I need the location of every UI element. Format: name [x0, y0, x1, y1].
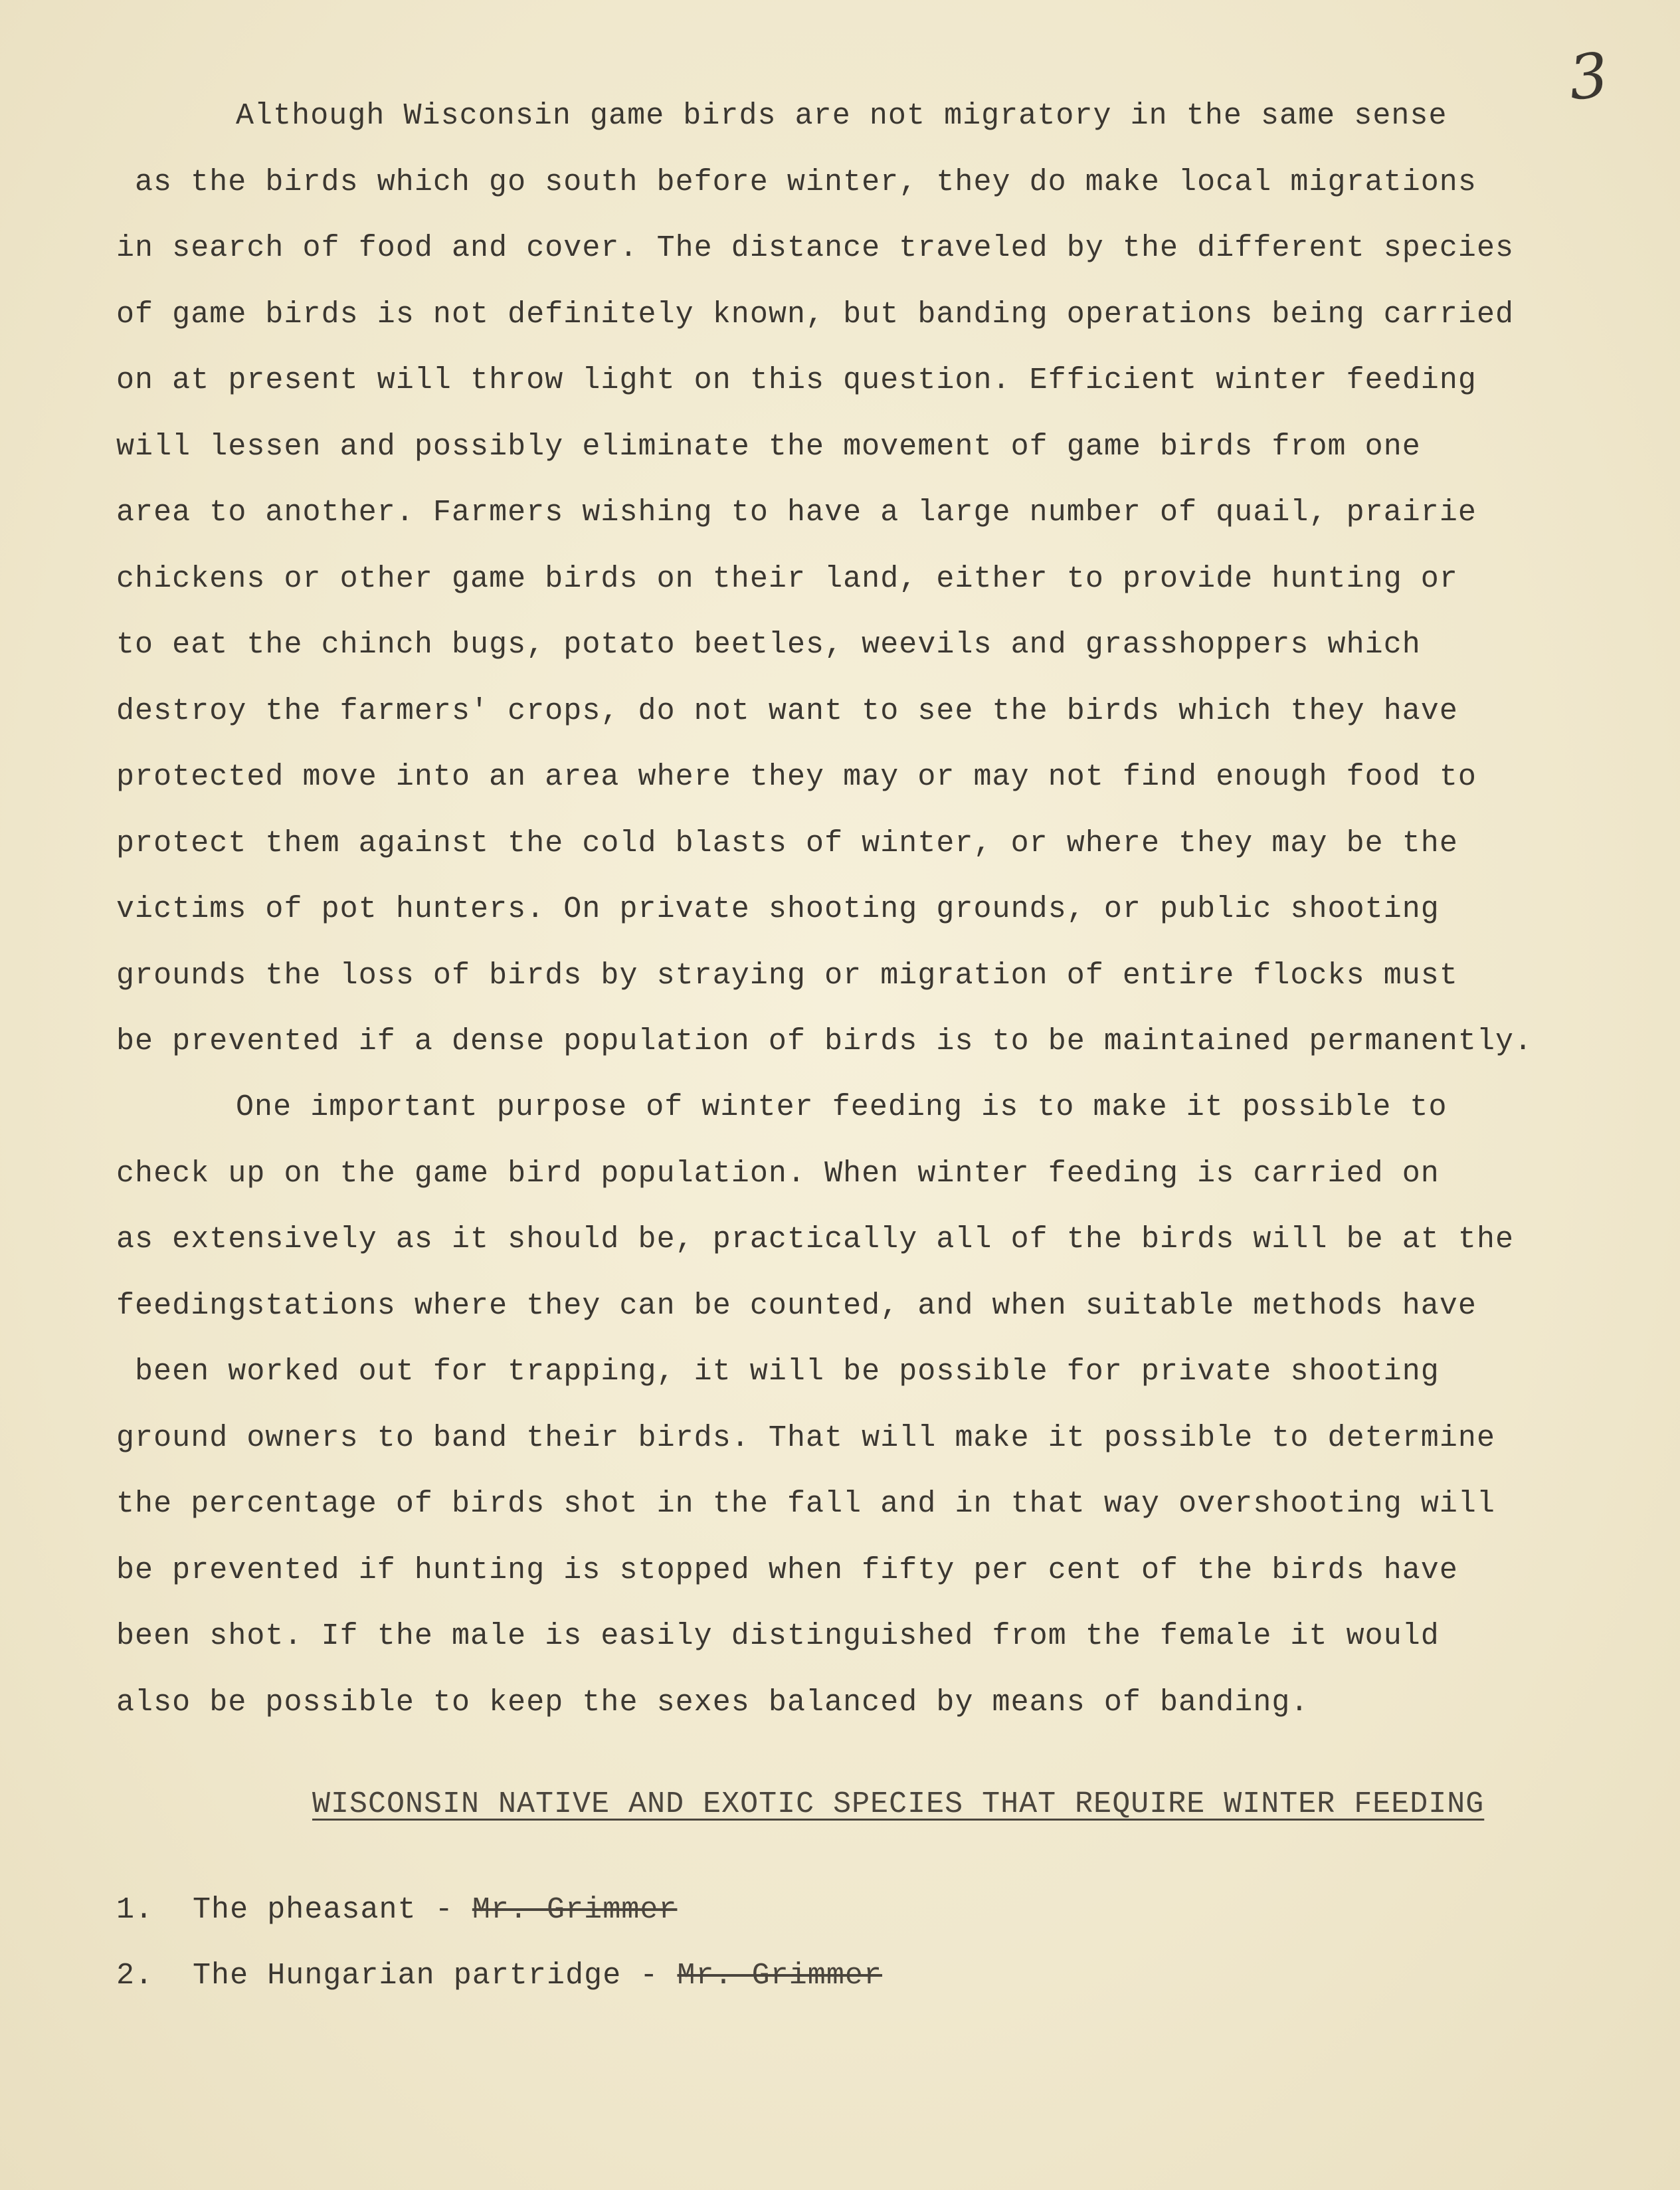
species-name: The Hungarian partridge - — [193, 1959, 678, 1993]
paragraph-line: of game birds is not definitely known, but banding operations being carried — [116, 297, 1515, 332]
paragraph-line: been shot. If the male is easily distinguished from the female it would — [116, 1619, 1440, 1653]
paragraph-line: be prevented if hunting is stopped when fifty per cent of the birds have — [116, 1553, 1458, 1587]
paragraph-line: destroy the farmers' crops, do not want to see the birds which they have — [116, 694, 1458, 728]
paragraph-line: victims of pot hunters. On private shooting grounds, or public shooting — [116, 892, 1440, 926]
paragraph-line: to eat the chinch bugs, potato beetles, weevils and grasshoppers which — [116, 628, 1421, 662]
section-heading: WISCONSIN NATIVE AND EXOTIC SPECIES THAT REQUIRE WINTER FEEDING — [312, 1787, 1485, 1821]
paragraph-line: as extensively as it should be, practically all of the birds will be at the — [116, 1223, 1515, 1256]
paragraph-line: as the birds which go south before winter, they do make local migrations — [135, 165, 1477, 199]
page-number: 3 — [1565, 39, 1612, 114]
struck-annotation: Mr. Grimmer — [472, 1893, 678, 1927]
paragraph-line: grounds the loss of birds by straying or migration of entire flocks must — [116, 958, 1458, 993]
paragraph-line: also be possible to keep the sexes balanced by means of banding. — [116, 1685, 1309, 1720]
list-item — [116, 1943, 882, 2009]
struck-annotation: Mr. Grimmer — [677, 1959, 883, 1993]
paragraph-line: been worked out for trapping, it will be possible for private shooting — [135, 1355, 1440, 1389]
paragraph-line: area to another. Farmers wishing to have a large number of quail, prairie — [116, 496, 1477, 530]
paragraph-line: chickens or other game birds on their land, either to provide hunting or — [116, 561, 1458, 596]
paragraph-line: be prevented if a dense population of birds is to be maintained permanently. — [116, 1025, 1533, 1058]
list-number: 2. — [116, 1959, 154, 1993]
paragraph-line: the percentage of birds shot in the fall and in that way overshooting will — [116, 1487, 1496, 1521]
paragraph-line: check up on the game bird population. When winter feeding is carried on — [116, 1156, 1440, 1191]
paragraph-line: feedingstations where they can be counted, and when suitable methods have — [116, 1288, 1477, 1323]
paragraph-2 — [116, 1074, 1624, 1736]
paragraph-line: on at present will throw light on this question. Efficient winter feeding — [116, 363, 1477, 397]
list-number: 1. — [116, 1893, 154, 1927]
paragraph-line: will lessen and possibly eliminate the movement of game birds from one — [116, 429, 1421, 464]
paragraph-line: ground owners to band their birds. That will make it possible to determine — [116, 1421, 1496, 1455]
paragraph-line: protect them against the cold blasts of winter, or where they may be the — [116, 826, 1458, 860]
paragraph-line: Although Wisconsin game birds are not migratory in the same sense — [236, 99, 1447, 133]
paragraph-line: in search of food and cover. The distance traveled by the different species — [116, 231, 1515, 265]
paragraph-line: protected move into an area where they may or may not find enough food to — [116, 760, 1477, 794]
species-list — [116, 1877, 882, 2009]
species-name: The pheasant - — [193, 1893, 472, 1927]
paragraph-line: One important purpose of winter feeding is to make it possible to — [236, 1090, 1447, 1124]
list-item — [116, 1877, 882, 1943]
paragraph-1 — [116, 83, 1624, 1075]
